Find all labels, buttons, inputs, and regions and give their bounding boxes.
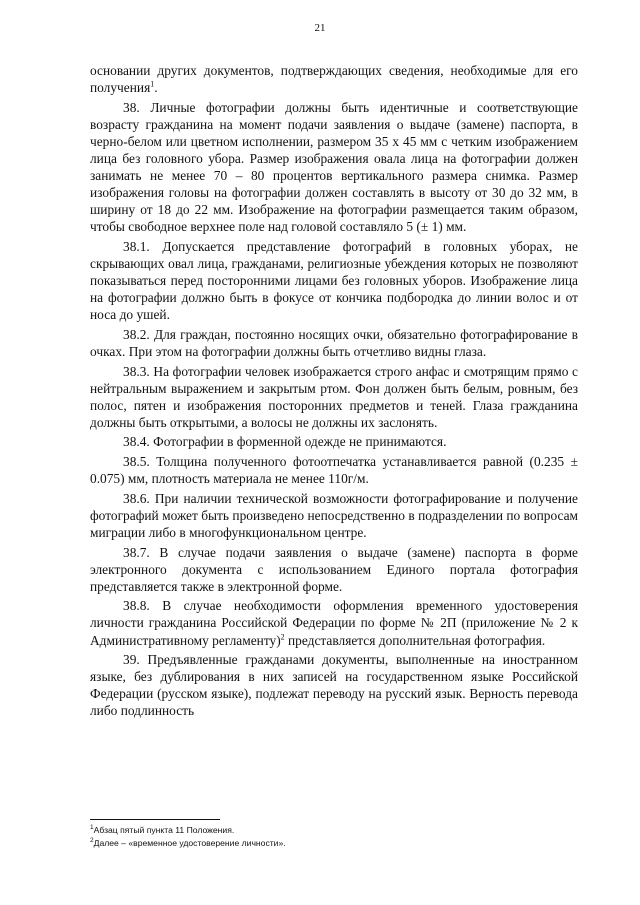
paragraph-38-8: 38.8. В случае необходимости оформления временного удостоверения личности гражданина Российской Федерации по форме № 2П (приложение № 2 к Административному регламенту)$^2$ представляется дополнительная фотография. [90, 598, 578, 648]
page-number: 21 [314, 22, 326, 34]
paragraph-38-3: 38.3. На фотографии человек изображается строго анфас и смотрящим прямо с нейтральным выражением и закрытым ртом. Фон должен быть белым, ровным, без полос, пятен и изображения посторонних предметов и теней. Глаза гражданина должны быть открытыми, а волосы не должны их заслонять. [90, 363, 578, 430]
footnote-2: $^2$Далее – «временное удостоверение личности». [90, 837, 286, 848]
footnote-divider [90, 819, 220, 820]
paragraph-38-1: 38.1. Допускается представление фотографий в головных уборах, не скрывающих овал лица, гражданами, религиозные убеждения которых не позволяют показываться перед посторонними лицами без головных уборов. Изображение лица на фотографии должно быть в фокусе от кончика подбородка до линии волос и от носа до ушей. [90, 238, 578, 323]
paragraph-38-5: 38.5. Толщина полученного фотоотпечатка устанавливается равной (0.235 ± 0.075) мм, плотность материала не менее 110г/м. [90, 454, 578, 487]
paragraph-38-2: 38.2. Для граждан, постоянно носящих очки, обязательно фотографирование в очках. При этом на фотографии должны быть отчетливо видны глаза. [90, 326, 578, 359]
paragraph-38-6: 38.6. При наличии технической возможности фотографирование и получение фотографий может быть произведено непосредственно в подразделении по вопросам миграции либо в многофункциональном центре. [90, 490, 578, 540]
footnote-ref: 1 [150, 79, 155, 89]
footnote-ref: 2 [280, 632, 285, 642]
paragraph-39: 39. Предъявленные гражданами документы, выполненные на иностранном языке, без дублирования в них записей на государственном языке Российской Федерации (русском языке), подлежат переводу на русский язык. Верность перевода либо подлинность [90, 652, 578, 719]
paragraph-38-4: 38.4. Фотографии в форменной одежде не принимаются. [123, 434, 447, 450]
footnotes [90, 824, 578, 850]
document-body [90, 62, 578, 719]
paragraph-continuation: основании других документов, подтверждающих сведения, необходимые для его получения$^1$. [90, 63, 578, 96]
paragraph-38: 38. Личные фотографии должны быть идентичные и соответствующие возрасту гражданина на момент подачи заявления о выдаче (замене) паспорта, в черно-белом или цветном исполнении, размером 35 х 45 мм с четким изображением лица без головного убора. Размер изображения овала лица на фотографии должен занимать не менее 70 – 80 процентов вертикального размера снимка. Размер изображения головы на фотографии должен составлять в высоту от 30 до 32 мм, в ширину от 18 до 22 мм. Изображение на фотографии размещается таким образом, чтобы свободное верхнее поле над головой составляло 5 (± 1) мм. [90, 99, 578, 235]
footnote-1: $^1$Абзац пятый пункта 11 Положения. [90, 824, 235, 835]
paragraph-38-7: 38.7. В случае подачи заявления о выдаче (замене) паспорта в форме электронного документа с использованием Единого портала фотография представляется также в электронной форме. [90, 544, 578, 594]
